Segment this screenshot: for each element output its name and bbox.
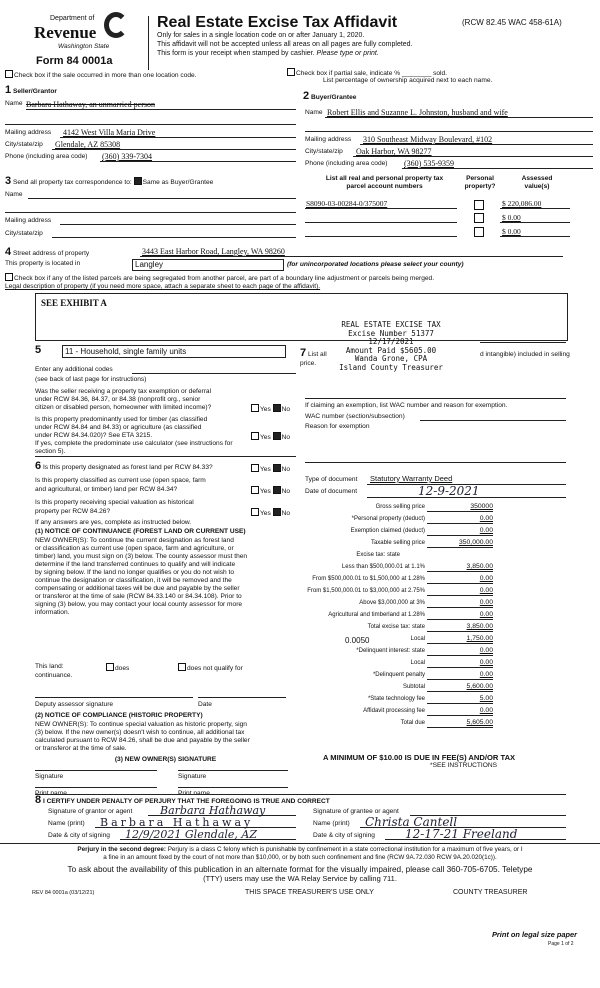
- notice-line: or classification as current use (open space, farm and agriculture, or: [35, 545, 234, 552]
- seller-phone-field[interactable]: (360) 339-7304: [102, 152, 152, 161]
- land-use-code-select[interactable]: 11 - Household, single family units: [62, 345, 286, 358]
- no-label: No: [281, 434, 291, 441]
- state-label: Washington State: [58, 43, 110, 50]
- location-select[interactable]: Langley: [132, 259, 284, 271]
- county-treasurer-label: COUNTY TREASURER: [453, 889, 528, 896]
- notice-line: NEW OWNER(S): To continue the current designation as forest land: [35, 537, 234, 544]
- revenue-logo-text: Revenue: [34, 23, 97, 42]
- additional-codes-field[interactable]: [132, 373, 296, 374]
- no-label: No: [281, 488, 291, 495]
- yes-label: Yes: [260, 434, 271, 441]
- parcel-number[interactable]: [305, 236, 457, 237]
- notice-compliance-title: (2) NOTICE OF COMPLIANCE (HISTORIC PROPERTY): [35, 712, 203, 719]
- does-label: does: [115, 665, 130, 672]
- section-4-number: 4: [5, 246, 12, 258]
- located-note: (for unincorporated locations please select your county): [287, 261, 464, 268]
- legal-description-text: SEE EXHIBIT A: [41, 298, 107, 308]
- q-historic-2: property per RCW 84.26?: [35, 508, 111, 515]
- personal-header-2: property?: [464, 183, 496, 190]
- seller-name-field[interactable]: Barbara Hathaway, an unmarried person: [26, 100, 155, 109]
- q-current-use-2: and agricultural, or timber) land per RCW 84.34?: [35, 486, 178, 493]
- new-owner-signature-title: (3) NEW OWNER(S) SIGNATURE: [114, 756, 217, 763]
- see-back-note: (see back of last page for instructions): [35, 376, 147, 383]
- legal-description-label: Legal description of property (if you need more space, attach a separate sheet to each page of the affidavit).: [5, 283, 321, 290]
- q-historic-1: Is this property receiving special valuation as historical: [35, 499, 194, 506]
- stamp-line: Wanda Grone, CPA: [354, 354, 428, 364]
- buyer-mail-label: Mailing address: [305, 136, 352, 143]
- percent-note: List percentage of ownership acquired next to each name.: [323, 77, 493, 84]
- this-land-label: This land:: [35, 663, 64, 670]
- timber-no-checkbox[interactable]: [273, 432, 281, 440]
- assessed-header-1: Assessed: [521, 175, 553, 182]
- additional-codes-label: Enter any additional codes: [35, 366, 113, 373]
- wac-label: WAC number (section/subsection): [305, 413, 405, 420]
- page-title: Real Estate Excise Tax Affidavit: [157, 14, 398, 31]
- reason-label: Reason for exemption: [305, 423, 370, 430]
- certify-title: I CERTIFY UNDER PENALTY OF PERJURY THAT THE FOREGOING IS TRUE AND CORRECT: [42, 798, 330, 805]
- multi-location-checkbox[interactable]: [5, 70, 13, 78]
- signature-label: Signature: [35, 773, 64, 780]
- name-print-label: Name (print): [313, 820, 350, 827]
- date-city-label: Date & city of signing: [48, 832, 110, 839]
- tax-row-label: Agricultural and timberland at 1.28%: [328, 612, 425, 618]
- sig-grantor-label: Signature of grantor or agent: [48, 808, 133, 815]
- notice-compliance-text: [35, 721, 250, 753]
- notice-line: continue the designation or classification, it will be removed and the: [35, 577, 232, 584]
- stamp-line: 12/17/2021: [368, 337, 414, 347]
- tax-row-value[interactable]: 0.00: [427, 515, 493, 524]
- buyer-phone-field[interactable]: (360) 535-9359: [404, 159, 454, 168]
- tax-row-value[interactable]: 0.00: [427, 671, 493, 680]
- tax-row-value[interactable]: 0.00: [427, 587, 493, 596]
- seller-phone-label: Phone (including area code): [5, 153, 88, 160]
- section-6-number: 6: [35, 460, 42, 472]
- tax-row-label: Local: [410, 636, 425, 642]
- no-label: No: [281, 406, 291, 413]
- same-as-buyer-label: Same as Buyer/Grantee: [142, 179, 214, 186]
- notice-continuance-text: [35, 537, 247, 617]
- treasurer-use-label: THIS SPACE TREASURER'S USE ONLY: [245, 889, 374, 896]
- buyer-name-label: Name: [305, 109, 323, 116]
- subtitle-1: Only for sales in a single location code on or after January 1, 2020.: [157, 32, 365, 39]
- notice-line: compensating or additional taxes will be due and payable by the seller: [35, 585, 240, 592]
- perjury-text-1: Perjury is a class C felony which is punishable by confinement in a state correctional institution for a maximum of five years, or I: [165, 846, 523, 853]
- dept-label: Department of: [50, 15, 95, 22]
- yes-label: Yes: [260, 466, 271, 473]
- reason-field[interactable]: [305, 462, 566, 463]
- continuance-label: continuance.: [35, 672, 73, 679]
- tax-row-value[interactable]: 5,600.00: [427, 683, 493, 692]
- notice-line: determine if the land transferred continues to qualify and will indicate: [35, 561, 236, 568]
- assessed-header-2: value(s): [524, 183, 550, 190]
- timber-yes-checkbox[interactable]: [251, 432, 259, 440]
- tax-row-label: Total excise tax: state: [367, 624, 425, 630]
- new-owner-print-2[interactable]: [178, 787, 288, 788]
- notice-continuance-title: (1) NOTICE OF CONTINUANCE (FOREST LAND OR CURRENT USE): [35, 528, 246, 535]
- print-name-label: Print name: [178, 790, 210, 797]
- signature-label: Signature: [178, 773, 207, 780]
- yes-label: Yes: [260, 510, 271, 517]
- seller-mail-field[interactable]: 4142 West Villa Maria Drive: [63, 128, 156, 137]
- yes-label: Yes: [260, 488, 271, 495]
- partial-sale-label: Check box if partial sale, indicate % ________ sold.: [296, 70, 448, 77]
- tax-row-label: From $500,000.01 to $1,500,000 at 1.28%: [312, 576, 425, 582]
- stamp-line: Amount Paid $5605.00: [345, 345, 437, 355]
- local-rate: 0.0050: [345, 636, 370, 645]
- q-exemption-1: Was the seller receiving a property tax exemption or deferral: [35, 388, 212, 395]
- dor-logo-icon: [104, 12, 128, 38]
- tax-row-value[interactable]: 0.00: [427, 611, 493, 620]
- notice-line: signing (3) below, you may contact your local county assessor for more: [35, 601, 243, 608]
- tax-row-value[interactable]: 5.00: [427, 695, 493, 704]
- alt-format-note-2: (TTY) users may use the WA Relay Service by calling 711.: [203, 874, 397, 883]
- q-timber-2: under RCW 84.84 and 84.33) or agriculture (as classified: [35, 424, 202, 431]
- section-7-number: 7: [300, 347, 307, 359]
- forest-no-checkbox[interactable]: [273, 464, 281, 472]
- subtitle-3: This form is your receipt when stamped by cashier.: [157, 50, 315, 57]
- revision-code: REV 84 0001a (03/12/21): [32, 890, 95, 896]
- notice-line: or transferor at the time of sale (RCW 84.33.140 or 84.34.108). Prior to: [35, 593, 242, 600]
- corr-name-label: Name: [5, 191, 23, 198]
- tax-row-value[interactable]: 0.00: [427, 575, 493, 584]
- buyer-city-field[interactable]: Oak Harbor, WA 98277: [356, 147, 432, 156]
- alt-format-note-1: To ask about the availability of this publication in an alternate format for the visually impaired, please call 360-705-6705. Teletype: [67, 865, 533, 874]
- grantee-date-city[interactable]: 12-17-21 Freeland: [405, 827, 518, 841]
- parcel-header-2: parcel account numbers: [346, 183, 423, 190]
- notice-line: (3) below. If the new owner(s) doesn't wish to continue, all additional tax: [35, 729, 245, 736]
- tax-row-label: Above $3,000,000 at 3%: [359, 600, 425, 606]
- tax-row-label: Less than $500,000.01 at 1.1%: [341, 564, 425, 570]
- tax-row-label: Excise tax: state: [356, 552, 400, 558]
- intangible-label: d intangible) included in selling: [480, 351, 570, 358]
- grantor-print-name[interactable]: Barbara Hathaway: [100, 816, 254, 829]
- does-checkbox[interactable]: [106, 663, 114, 671]
- current-use-yes-checkbox[interactable]: [251, 486, 259, 494]
- grantor-date-city[interactable]: 12/9/2021 Glendale, AZ: [125, 828, 258, 841]
- seller-name-line-2: [5, 124, 296, 125]
- section-5-number: 5: [35, 344, 42, 356]
- legal-description-field[interactable]: [35, 293, 568, 341]
- tax-row-label: Affidavit processing fee: [363, 708, 425, 714]
- price-label: price.: [300, 360, 317, 367]
- buyer-mail-field[interactable]: 310 Southeast Midway Boulevard, #102: [363, 135, 493, 144]
- assessed-value[interactable]: $ 0.00: [502, 227, 521, 236]
- multi-location-label: Check box if the sale occurred in more than one location code.: [14, 72, 197, 79]
- tax-row-value[interactable]: 350000: [427, 503, 493, 512]
- perjury-bold: Perjury in the second degree:: [77, 846, 166, 853]
- personal-property-checkbox[interactable]: [474, 200, 484, 210]
- tax-row-label: Total due: [400, 720, 425, 726]
- stamp-line: Island County Treasurer: [339, 362, 443, 372]
- subtitle-3-italic: Please type or print.: [316, 50, 379, 57]
- section-2-number: 2: [303, 90, 310, 102]
- seller-city-label: City/state/zip: [5, 141, 43, 148]
- treasurer-stamp: [306, 321, 476, 373]
- new-owner-signature-1[interactable]: [35, 770, 157, 771]
- buyer-name-field[interactable]: Robert Ellis and Suzanne L. Johnston, husband and wife: [327, 108, 508, 117]
- page-number: Page 1 of 2: [548, 941, 574, 947]
- forest-yes-checkbox[interactable]: [251, 464, 259, 472]
- q-timber-5: section 5).: [35, 448, 66, 455]
- subtitle-2: This affidavit will not be accepted unless all areas on all pages are fully completed.: [157, 41, 413, 48]
- street-field[interactable]: 3443 East Harbor Road, Langley, WA 98260: [142, 247, 285, 256]
- notice-line: NEW OWNER(S): To continue special valuation as historic property, sign: [35, 721, 247, 728]
- q-current-use-1: Is this property classified as current use (open space, farm: [35, 477, 206, 484]
- q-forest: Is this property designated as forest land per RCW 84.33?: [42, 464, 213, 471]
- section-1-number: 1: [5, 84, 12, 96]
- doctype-field[interactable]: Statutory Warranty Deed: [370, 474, 453, 483]
- tax-row-label: From $1,500,000.01 to $3,000,000 at 2.75%: [307, 588, 425, 594]
- q-exemption-2: under RCW 84.36, 84.37, or 84.38 (nonprofit org., senior: [35, 396, 201, 403]
- legal-paper-note: Print on legal size paper: [492, 930, 578, 939]
- section-3-number: 3: [5, 175, 12, 187]
- grantor-signature[interactable]: Barbara Hathaway: [160, 804, 266, 817]
- buyer-heading: Buyer/Grantee: [310, 94, 357, 101]
- seller-name-line: [26, 109, 296, 110]
- parcel-number[interactable]: S8090-03-00284-0/375007: [306, 199, 388, 208]
- corr-city-label: City/state/zip: [5, 230, 43, 237]
- current-use-no-checkbox[interactable]: [273, 486, 281, 494]
- stamp-line: REAL ESTATE EXCISE TAX: [341, 320, 441, 329]
- same-as-buyer-checkbox[interactable]: [134, 177, 142, 185]
- tax-row-label: *Delinquent interest: state: [356, 648, 425, 654]
- buyer-phone-label: Phone (including area code): [305, 160, 388, 167]
- tax-row-label: Subtotal: [402, 684, 425, 690]
- list-all-label: List all: [307, 351, 327, 358]
- notice-line: by signing below. If the land no longer qualifies or you do not wish to: [35, 569, 235, 576]
- minimum-note: A MINIMUM OF $10.00 IS DUE IN FEE(S) AND/OR TAX: [323, 753, 516, 762]
- assessed-value[interactable]: $ 220,086.00: [502, 199, 542, 208]
- partial-sale-checkbox[interactable]: [287, 68, 295, 76]
- tax-row-value[interactable]: 5,605.00: [427, 719, 493, 728]
- tax-row-value[interactable]: 0.00: [427, 707, 493, 716]
- form-number: Form 84 0001a: [36, 55, 113, 67]
- see-instructions: *SEE INSTRUCTIONS: [430, 762, 498, 769]
- header-divider: [148, 16, 149, 70]
- exemption-no-checkbox[interactable]: [273, 404, 281, 412]
- q-exemption-3: citizen or disabled person, homeowner with limited income)?: [35, 404, 212, 411]
- parcel-number[interactable]: [305, 222, 457, 223]
- new-owner-signature-2[interactable]: [178, 770, 288, 771]
- notice-line: or transferor at the time of sale.: [35, 745, 127, 752]
- date-city-label: Date & city of signing: [313, 832, 375, 839]
- tax-row-label: Gross selling price: [375, 504, 425, 510]
- notice-line: calculated pursuant to RCW 84.26, shall be due and payable by the seller: [35, 737, 250, 744]
- tax-row-value[interactable]: 0.00: [427, 599, 493, 608]
- seller-name-label: Name: [5, 100, 23, 107]
- q-timber-4: If yes, complete the predominate use calculator (see instructions for: [35, 440, 233, 447]
- located-label: This property is located in: [5, 260, 81, 267]
- tax-row-label: *State technology fee: [367, 696, 425, 702]
- personal-property-checkbox[interactable]: [474, 213, 484, 223]
- tax-row-label: *Personal property (deduct): [351, 516, 425, 522]
- street-label: Street address of property: [12, 250, 90, 257]
- tax-row-value[interactable]: 0.00: [427, 647, 493, 656]
- tax-row-value[interactable]: 3,850.00: [427, 623, 493, 632]
- tax-row-value[interactable]: 0.00: [427, 659, 493, 668]
- seller-heading: Seller/Grantor: [12, 88, 57, 95]
- doctype-label: Type of document: [305, 476, 358, 483]
- does-not-checkbox[interactable]: [178, 663, 186, 671]
- deputy-label: Deputy assessor signature: [35, 701, 114, 708]
- grantee-print-name[interactable]: Christa Cantell: [365, 815, 458, 829]
- q-timber-3: under RCW 84.34.020)? See ETA 3215.: [35, 432, 153, 439]
- correspondence-label: Send all property tax correspondence to:: [12, 179, 132, 186]
- parcel-header-1: List all real and personal property tax: [325, 175, 444, 182]
- perjury-text-2: a fine in an amount fixed by the court of not more than $10,000, or by both such confinement and fine (RCW 9A.72.030 RCW 9A.20.020(1c)).: [103, 854, 497, 861]
- segregated-label: Check box if any of the listed parcels are being segregated from another parcel, are part of a boundary line adjustment or parcels being merged.: [14, 275, 435, 282]
- if-yes-note: If any answers are yes, complete as instructed below.: [35, 519, 192, 526]
- tax-row-value[interactable]: 1,750.00: [427, 635, 493, 644]
- docdate-field[interactable]: 12-9-2021: [418, 484, 480, 498]
- tax-row-label: Local: [410, 660, 425, 666]
- name-print-label: Name (print): [48, 820, 85, 827]
- no-label: No: [281, 466, 291, 473]
- tax-row-label: Taxable selling price: [370, 540, 425, 546]
- stamp-line: Excise Number 51377: [348, 328, 434, 338]
- tax-row-label: *Delinquent penalty: [372, 672, 425, 678]
- rcw-reference: (RCW 82.45 WAC 458-61A): [462, 18, 562, 27]
- notice-line: information.: [35, 609, 70, 616]
- yes-label: Yes: [260, 406, 271, 413]
- personal-property-checkbox[interactable]: [474, 227, 484, 237]
- segregated-checkbox[interactable]: [5, 273, 13, 281]
- tax-row-value[interactable]: 350,000.00: [427, 539, 493, 548]
- new-owner-print-1[interactable]: [35, 787, 157, 788]
- tax-row-value[interactable]: 3,850.00: [427, 563, 493, 572]
- exemption-instruction: If claiming an exemption, list WAC number and reason for exemption.: [305, 402, 508, 409]
- docdate-label: Date of document: [305, 488, 358, 495]
- tax-row-label: Exemption claimed (deduct): [350, 528, 425, 534]
- assessed-value[interactable]: $ 0.00: [502, 213, 521, 222]
- seller-mail-label: Mailing address: [5, 129, 52, 136]
- q-timber-1: Is this property predominantly used for timber (as classified: [35, 416, 208, 423]
- notice-line: timber) land, you must sign on (3) below. The county assessor must then: [35, 553, 248, 560]
- wac-field[interactable]: [420, 420, 566, 421]
- deputy-signature-line[interactable]: [35, 697, 193, 698]
- section-8-number: 8: [35, 794, 42, 806]
- print-name-label: Print name: [35, 790, 67, 797]
- tax-row-value[interactable]: 0.00: [427, 527, 493, 536]
- does-not-label: does not qualify for: [187, 665, 243, 672]
- exemption-yes-checkbox[interactable]: [251, 404, 259, 412]
- personal-header-1: Personal: [466, 175, 494, 182]
- no-label: No: [281, 510, 291, 517]
- buyer-city-label: City/state/zip: [305, 148, 343, 155]
- seller-city-field[interactable]: Glendale, AZ 85308: [55, 140, 121, 149]
- corr-mail-label: Mailing address: [5, 217, 52, 224]
- date-label: Date: [198, 701, 212, 708]
- sig-grantee-label: Signature of grantee or agent: [313, 808, 399, 815]
